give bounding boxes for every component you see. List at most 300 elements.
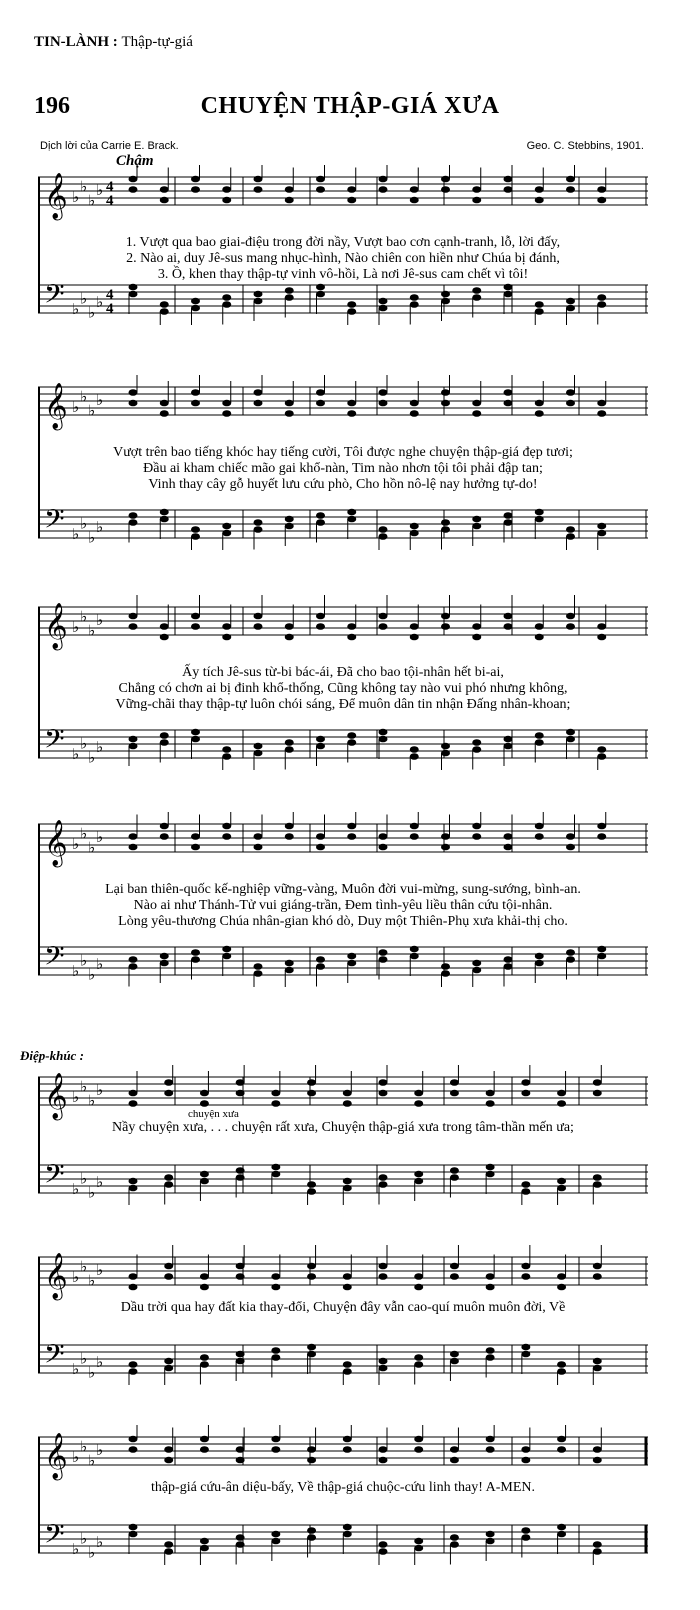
- flat-sign: ♭: [80, 1529, 88, 1548]
- flat-sign: ♭: [88, 1183, 96, 1202]
- note-head: [410, 946, 419, 953]
- note-head: [343, 1368, 352, 1375]
- lyric-line: thập-giá cứu-ân diệu-bấy, Về thập-giá chuộc-cứu linh thay! A-MEN.: [150, 1480, 536, 1495]
- treble-clef: 𝄞: [44, 1253, 68, 1299]
- note-head: [347, 197, 356, 204]
- small-alt-text: chuyện xưa: [188, 1108, 239, 1120]
- note-head: [316, 400, 325, 407]
- note-head: [504, 400, 513, 407]
- music-system-2: [38, 375, 648, 550]
- note-head: [450, 1263, 459, 1270]
- note-head: [535, 823, 544, 830]
- note-head: [316, 519, 325, 526]
- note-head: [504, 833, 513, 840]
- note-head: [504, 963, 513, 970]
- note-head: [597, 623, 606, 630]
- translator-credit: Dịch lời của Carrie E. Brack.: [40, 140, 179, 152]
- note-head: [593, 1273, 602, 1280]
- note-head: [222, 946, 231, 953]
- note-head: [347, 732, 356, 739]
- flat-sign: ♭: [80, 1349, 88, 1368]
- note-head: [222, 197, 231, 204]
- note-head: [593, 1079, 602, 1086]
- system-1-lyrics: [38, 235, 648, 283]
- note-head: [472, 294, 481, 301]
- note-head: [236, 1457, 245, 1464]
- note-head: [557, 1185, 566, 1192]
- note-head: [379, 736, 388, 743]
- bass-clef: 𝄢: [44, 940, 65, 978]
- note-head: [200, 1273, 209, 1280]
- note-head: [557, 1361, 566, 1368]
- note-head: [486, 1090, 495, 1097]
- flat-sign: ♭: [88, 191, 96, 210]
- note-head: [191, 949, 200, 956]
- note-head: [254, 519, 263, 526]
- note-head: [285, 623, 294, 630]
- note-head: [379, 833, 388, 840]
- note-head: [450, 1541, 459, 1548]
- note-head: [557, 1436, 566, 1443]
- note-head: [410, 186, 419, 193]
- note-head: [450, 1167, 459, 1174]
- note-head: [191, 176, 200, 183]
- note-head: [450, 1446, 459, 1453]
- music-system-6: [38, 1245, 648, 1385]
- note-head: [271, 1273, 280, 1280]
- note-head: [504, 512, 513, 519]
- note-head: [347, 739, 356, 746]
- note-head: [472, 186, 481, 193]
- note-head: [236, 1273, 245, 1280]
- note-head: [472, 746, 481, 753]
- collection-name: TIN-LÀNH: [34, 34, 110, 50]
- note-head: [254, 291, 263, 298]
- note-head: [307, 1344, 316, 1351]
- flat-sign: ♭: [88, 1091, 96, 1110]
- note-head: [597, 634, 606, 641]
- note-head: [414, 1100, 423, 1107]
- refrain-marking: Điệp-khúc :: [20, 1048, 84, 1063]
- note-head: [271, 1171, 280, 1178]
- note-head: [254, 186, 263, 193]
- note-head: [129, 613, 138, 620]
- note-head: [347, 301, 356, 308]
- note-head: [593, 1457, 602, 1464]
- note-head: [535, 400, 544, 407]
- flat-sign: ♭: [96, 1261, 104, 1279]
- note-head: [593, 1090, 602, 1097]
- note-head: [450, 1358, 459, 1365]
- note-head: [307, 1351, 316, 1358]
- note-head: [236, 1358, 245, 1365]
- note-head: [129, 743, 138, 750]
- note-head: [566, 844, 575, 851]
- note-head: [410, 746, 419, 753]
- section-name: Thập-tự-giá: [121, 34, 193, 50]
- treble-clef: 𝄞: [44, 820, 68, 866]
- note-head: [414, 1090, 423, 1097]
- note-head: [566, 176, 575, 183]
- note-head: [535, 634, 544, 641]
- note-head: [504, 186, 513, 193]
- flat-sign: ♭: [96, 518, 104, 536]
- note-head: [441, 176, 450, 183]
- flat-sign: ♭: [72, 1540, 80, 1558]
- note-head: [191, 533, 200, 540]
- note-head: [271, 1347, 280, 1354]
- note-head: [597, 746, 606, 753]
- note-head: [521, 1273, 530, 1280]
- note-head: [129, 284, 138, 291]
- note-head: [191, 613, 200, 620]
- note-head: [410, 753, 419, 760]
- note-head: [347, 823, 356, 830]
- note-head: [379, 1079, 388, 1086]
- flat-sign: ♭: [80, 1257, 88, 1276]
- flat-sign: ♭: [88, 303, 96, 322]
- note-head: [191, 956, 200, 963]
- flat-sign: ♭: [96, 828, 104, 846]
- note-head: [316, 956, 325, 963]
- note-head: [472, 400, 481, 407]
- note-head: [129, 1436, 138, 1443]
- note-head: [566, 623, 575, 630]
- note-head: [160, 308, 169, 315]
- note-head: [129, 623, 138, 630]
- note-head: [566, 949, 575, 956]
- note-head: [597, 410, 606, 417]
- note-head: [307, 1181, 316, 1188]
- note-head: [379, 844, 388, 851]
- flat-sign: ♭: [88, 1543, 96, 1562]
- note-head: [271, 1436, 280, 1443]
- note-head: [557, 1090, 566, 1097]
- lyric-line: Chẳng có chơn ai bị đinh khổ-thống, Cũng không tay nào vui phó nhưng không,: [118, 681, 568, 696]
- flat-sign: ♭: [96, 955, 104, 973]
- note-head: [285, 523, 294, 530]
- lyric-line: Dầu trời qua hay đất kia thay-đổi, Chuyện đây vẫn cao-quí muôn muôn đời, Về: [120, 1300, 566, 1315]
- note-head: [271, 1538, 280, 1545]
- note-head: [379, 1548, 388, 1555]
- lyric-line: Nào ai như Thánh-Tử vui giáng-trần, Đem tình-yêu liều thân cứu tội-nhân.: [133, 898, 553, 913]
- note-head: [557, 1524, 566, 1531]
- lyric-line: Nầy chuyện xưa, . . . chuyện rất xưa, Chuyện thập-giá xưa trong tâm-thần mến ưa;: [112, 1120, 574, 1135]
- flat-sign: ♭: [88, 748, 96, 767]
- note-head: [414, 1446, 423, 1453]
- note-head: [535, 732, 544, 739]
- note-head: [254, 389, 263, 396]
- note-head: [597, 301, 606, 308]
- note-head: [521, 1188, 530, 1195]
- note-head: [504, 519, 513, 526]
- flat-sign: ♭: [96, 1081, 104, 1099]
- note-head: [222, 753, 231, 760]
- note-head: [450, 1351, 459, 1358]
- note-head: [200, 1446, 209, 1453]
- note-head: [410, 294, 419, 301]
- lyric-line: Ấy tích Jê-sus từ-bi bác-ái, Đã cho bao tội-nhân hết bi-ai,: [182, 665, 504, 680]
- note-head: [597, 833, 606, 840]
- music-system-3: [38, 595, 648, 770]
- note-head: [521, 1090, 530, 1097]
- note-head: [307, 1263, 316, 1270]
- note-head: [566, 389, 575, 396]
- music-system-7: [38, 1425, 648, 1565]
- note-head: [450, 1534, 459, 1541]
- note-head: [414, 1273, 423, 1280]
- note-head: [521, 1527, 530, 1534]
- note-head: [164, 1079, 173, 1086]
- note-head: [222, 623, 231, 630]
- note-head: [410, 823, 419, 830]
- note-head: [200, 1545, 209, 1552]
- note-head: [597, 753, 606, 760]
- note-head: [486, 1273, 495, 1280]
- note-head: [441, 186, 450, 193]
- note-head: [129, 186, 138, 193]
- note-head: [347, 308, 356, 315]
- flat-sign: ♭: [80, 824, 88, 843]
- note-head: [410, 301, 419, 308]
- flat-sign: ♭: [80, 177, 88, 196]
- note-head: [597, 823, 606, 830]
- treble-clef: 𝄞: [44, 1433, 68, 1479]
- note-head: [486, 1531, 495, 1538]
- note-head: [379, 176, 388, 183]
- system-3-lyrics: [38, 665, 648, 713]
- note-head: [504, 844, 513, 851]
- note-head: [593, 1365, 602, 1372]
- system-6-lyrics: [38, 1300, 648, 1316]
- note-head: [254, 526, 263, 533]
- note-head: [200, 1436, 209, 1443]
- note-head: [271, 1090, 280, 1097]
- hymn-number: 196: [34, 93, 70, 119]
- flat-sign: ♭: [96, 1173, 104, 1191]
- note-head: [379, 1263, 388, 1270]
- hymn-title: CHUYỆN THẬP-GIÁ XƯA: [200, 93, 500, 119]
- note-head: [414, 1354, 423, 1361]
- note-head: [236, 1079, 245, 1086]
- note-head: [271, 1531, 280, 1538]
- note-head: [236, 1263, 245, 1270]
- note-head: [593, 1446, 602, 1453]
- note-head: [343, 1446, 352, 1453]
- note-head: [441, 298, 450, 305]
- note-head: [486, 1164, 495, 1171]
- note-head: [160, 739, 169, 746]
- note-head: [285, 516, 294, 523]
- flat-sign: ♭: [88, 965, 96, 984]
- treble-clef: 𝄞: [44, 173, 68, 219]
- note-head: [521, 1181, 530, 1188]
- note-head: [191, 736, 200, 743]
- note-head: [379, 623, 388, 630]
- note-head: [441, 963, 450, 970]
- note-head: [597, 946, 606, 953]
- note-head: [535, 410, 544, 417]
- flat-sign: ♭: [80, 607, 88, 626]
- treble-clef: 𝄞: [44, 383, 68, 429]
- note-head: [441, 291, 450, 298]
- note-head: [285, 197, 294, 204]
- note-head: [316, 613, 325, 620]
- note-head: [504, 291, 513, 298]
- note-head: [486, 1436, 495, 1443]
- note-head: [129, 389, 138, 396]
- flat-sign: ♭: [88, 401, 96, 420]
- note-head: [472, 634, 481, 641]
- note-head: [441, 970, 450, 977]
- note-head: [129, 1100, 138, 1107]
- bass-clef: 𝄢: [44, 1518, 65, 1556]
- note-head: [486, 1284, 495, 1291]
- note-head: [307, 1527, 316, 1534]
- note-head: [566, 729, 575, 736]
- note-head: [379, 1541, 388, 1548]
- note-head: [200, 1538, 209, 1545]
- note-head: [254, 623, 263, 630]
- note-head: [414, 1284, 423, 1291]
- note-head: [271, 1164, 280, 1171]
- note-head: [316, 186, 325, 193]
- lyric-line: Đầu ai kham chiếc mão gai khổ-nàn, Tim nào nhơn tội tôi phải đập tan;: [143, 461, 543, 476]
- note-head: [414, 1538, 423, 1545]
- note-head: [160, 509, 169, 516]
- note-head: [222, 823, 231, 830]
- note-head: [521, 1457, 530, 1464]
- note-head: [285, 746, 294, 753]
- note-head: [271, 1100, 280, 1107]
- note-head: [450, 1457, 459, 1464]
- note-head: [347, 186, 356, 193]
- note-head: [254, 176, 263, 183]
- note-head: [472, 739, 481, 746]
- note-head: [164, 1541, 173, 1548]
- note-head: [129, 176, 138, 183]
- note-head: [535, 301, 544, 308]
- note-head: [379, 729, 388, 736]
- flat-sign: ♭: [80, 734, 88, 753]
- note-head: [129, 1361, 138, 1368]
- flat-sign: ♭: [80, 1169, 88, 1188]
- note-head: [285, 400, 294, 407]
- note-head: [191, 526, 200, 533]
- note-head: [307, 1188, 316, 1195]
- note-head: [379, 298, 388, 305]
- note-head: [414, 1361, 423, 1368]
- music-system-4: [38, 812, 648, 987]
- note-head: [191, 305, 200, 312]
- bass-clef: 𝄢: [44, 1158, 65, 1196]
- flat-sign: ♭: [72, 835, 80, 853]
- note-head: [285, 294, 294, 301]
- note-head: [472, 516, 481, 523]
- composer-credit: Geo. C. Stebbins, 1901.: [526, 140, 644, 152]
- note-head: [129, 1185, 138, 1192]
- flat-sign: ♭: [72, 1180, 80, 1198]
- note-head: [129, 1446, 138, 1453]
- flat-sign: ♭: [96, 738, 104, 756]
- lyric-line: Lòng yêu-thương Chúa nhân-gian khó dò, Duy một Thiên-Phụ xưa khải-thị cho.: [118, 914, 568, 929]
- collection-header: TIN-LÀNH : Thập-tự-giá: [34, 34, 193, 50]
- note-head: [521, 1079, 530, 1086]
- note-head: [222, 301, 231, 308]
- note-head: [129, 512, 138, 519]
- lyric-line: Vững-chãi thay thập-tự luôn chói sáng, Để muôn dân tin nhận Đấng nhân-khoan;: [115, 697, 571, 712]
- note-head: [222, 410, 231, 417]
- flat-sign: ♭: [72, 745, 80, 763]
- note-head: [164, 1263, 173, 1270]
- flat-sign: ♭: [80, 387, 88, 406]
- note-head: [191, 623, 200, 630]
- note-head: [486, 1446, 495, 1453]
- flat-sign: ♭: [80, 951, 88, 970]
- note-head: [472, 833, 481, 840]
- note-head: [254, 833, 263, 840]
- note-head: [379, 613, 388, 620]
- note-head: [347, 400, 356, 407]
- note-head: [285, 634, 294, 641]
- note-head: [441, 389, 450, 396]
- note-head: [504, 623, 513, 630]
- lyric-line: 1. Vượt qua bao giai-điệu trong đời nầy, Vượt bao cơn cạnh-tranh, lỗ, lời đấy,: [125, 235, 561, 250]
- note-head: [347, 410, 356, 417]
- note-head: [521, 1263, 530, 1270]
- time-signature: 4: [106, 287, 114, 303]
- note-head: [164, 1365, 173, 1372]
- flat-sign: ♭: [80, 1077, 88, 1096]
- note-head: [347, 516, 356, 523]
- note-head: [410, 410, 419, 417]
- note-head: [472, 523, 481, 530]
- flat-sign: ♭: [72, 1360, 80, 1378]
- note-head: [307, 1446, 316, 1453]
- note-head: [222, 530, 231, 537]
- note-head: [200, 1171, 209, 1178]
- note-head: [285, 739, 294, 746]
- bass-clef: 𝄢: [44, 503, 65, 541]
- note-head: [593, 1541, 602, 1548]
- note-head: [450, 1079, 459, 1086]
- note-head: [450, 1090, 459, 1097]
- note-head: [343, 1178, 352, 1185]
- note-head: [200, 1354, 209, 1361]
- note-head: [316, 284, 325, 291]
- note-head: [597, 197, 606, 204]
- note-head: [200, 1361, 209, 1368]
- flat-sign: ♭: [80, 514, 88, 533]
- note-head: [379, 400, 388, 407]
- note-head: [593, 1181, 602, 1188]
- note-head: [164, 1457, 173, 1464]
- note-head: [521, 1351, 530, 1358]
- note-head: [343, 1436, 352, 1443]
- treble-clef: 𝄞: [44, 603, 68, 649]
- flat-sign: ♭: [80, 1437, 88, 1456]
- note-head: [521, 1446, 530, 1453]
- note-head: [535, 197, 544, 204]
- note-head: [129, 963, 138, 970]
- note-head: [316, 963, 325, 970]
- note-head: [160, 197, 169, 204]
- note-head: [566, 833, 575, 840]
- flat-sign: ♭: [88, 838, 96, 857]
- note-head: [254, 844, 263, 851]
- note-head: [129, 1090, 138, 1097]
- note-head: [271, 1446, 280, 1453]
